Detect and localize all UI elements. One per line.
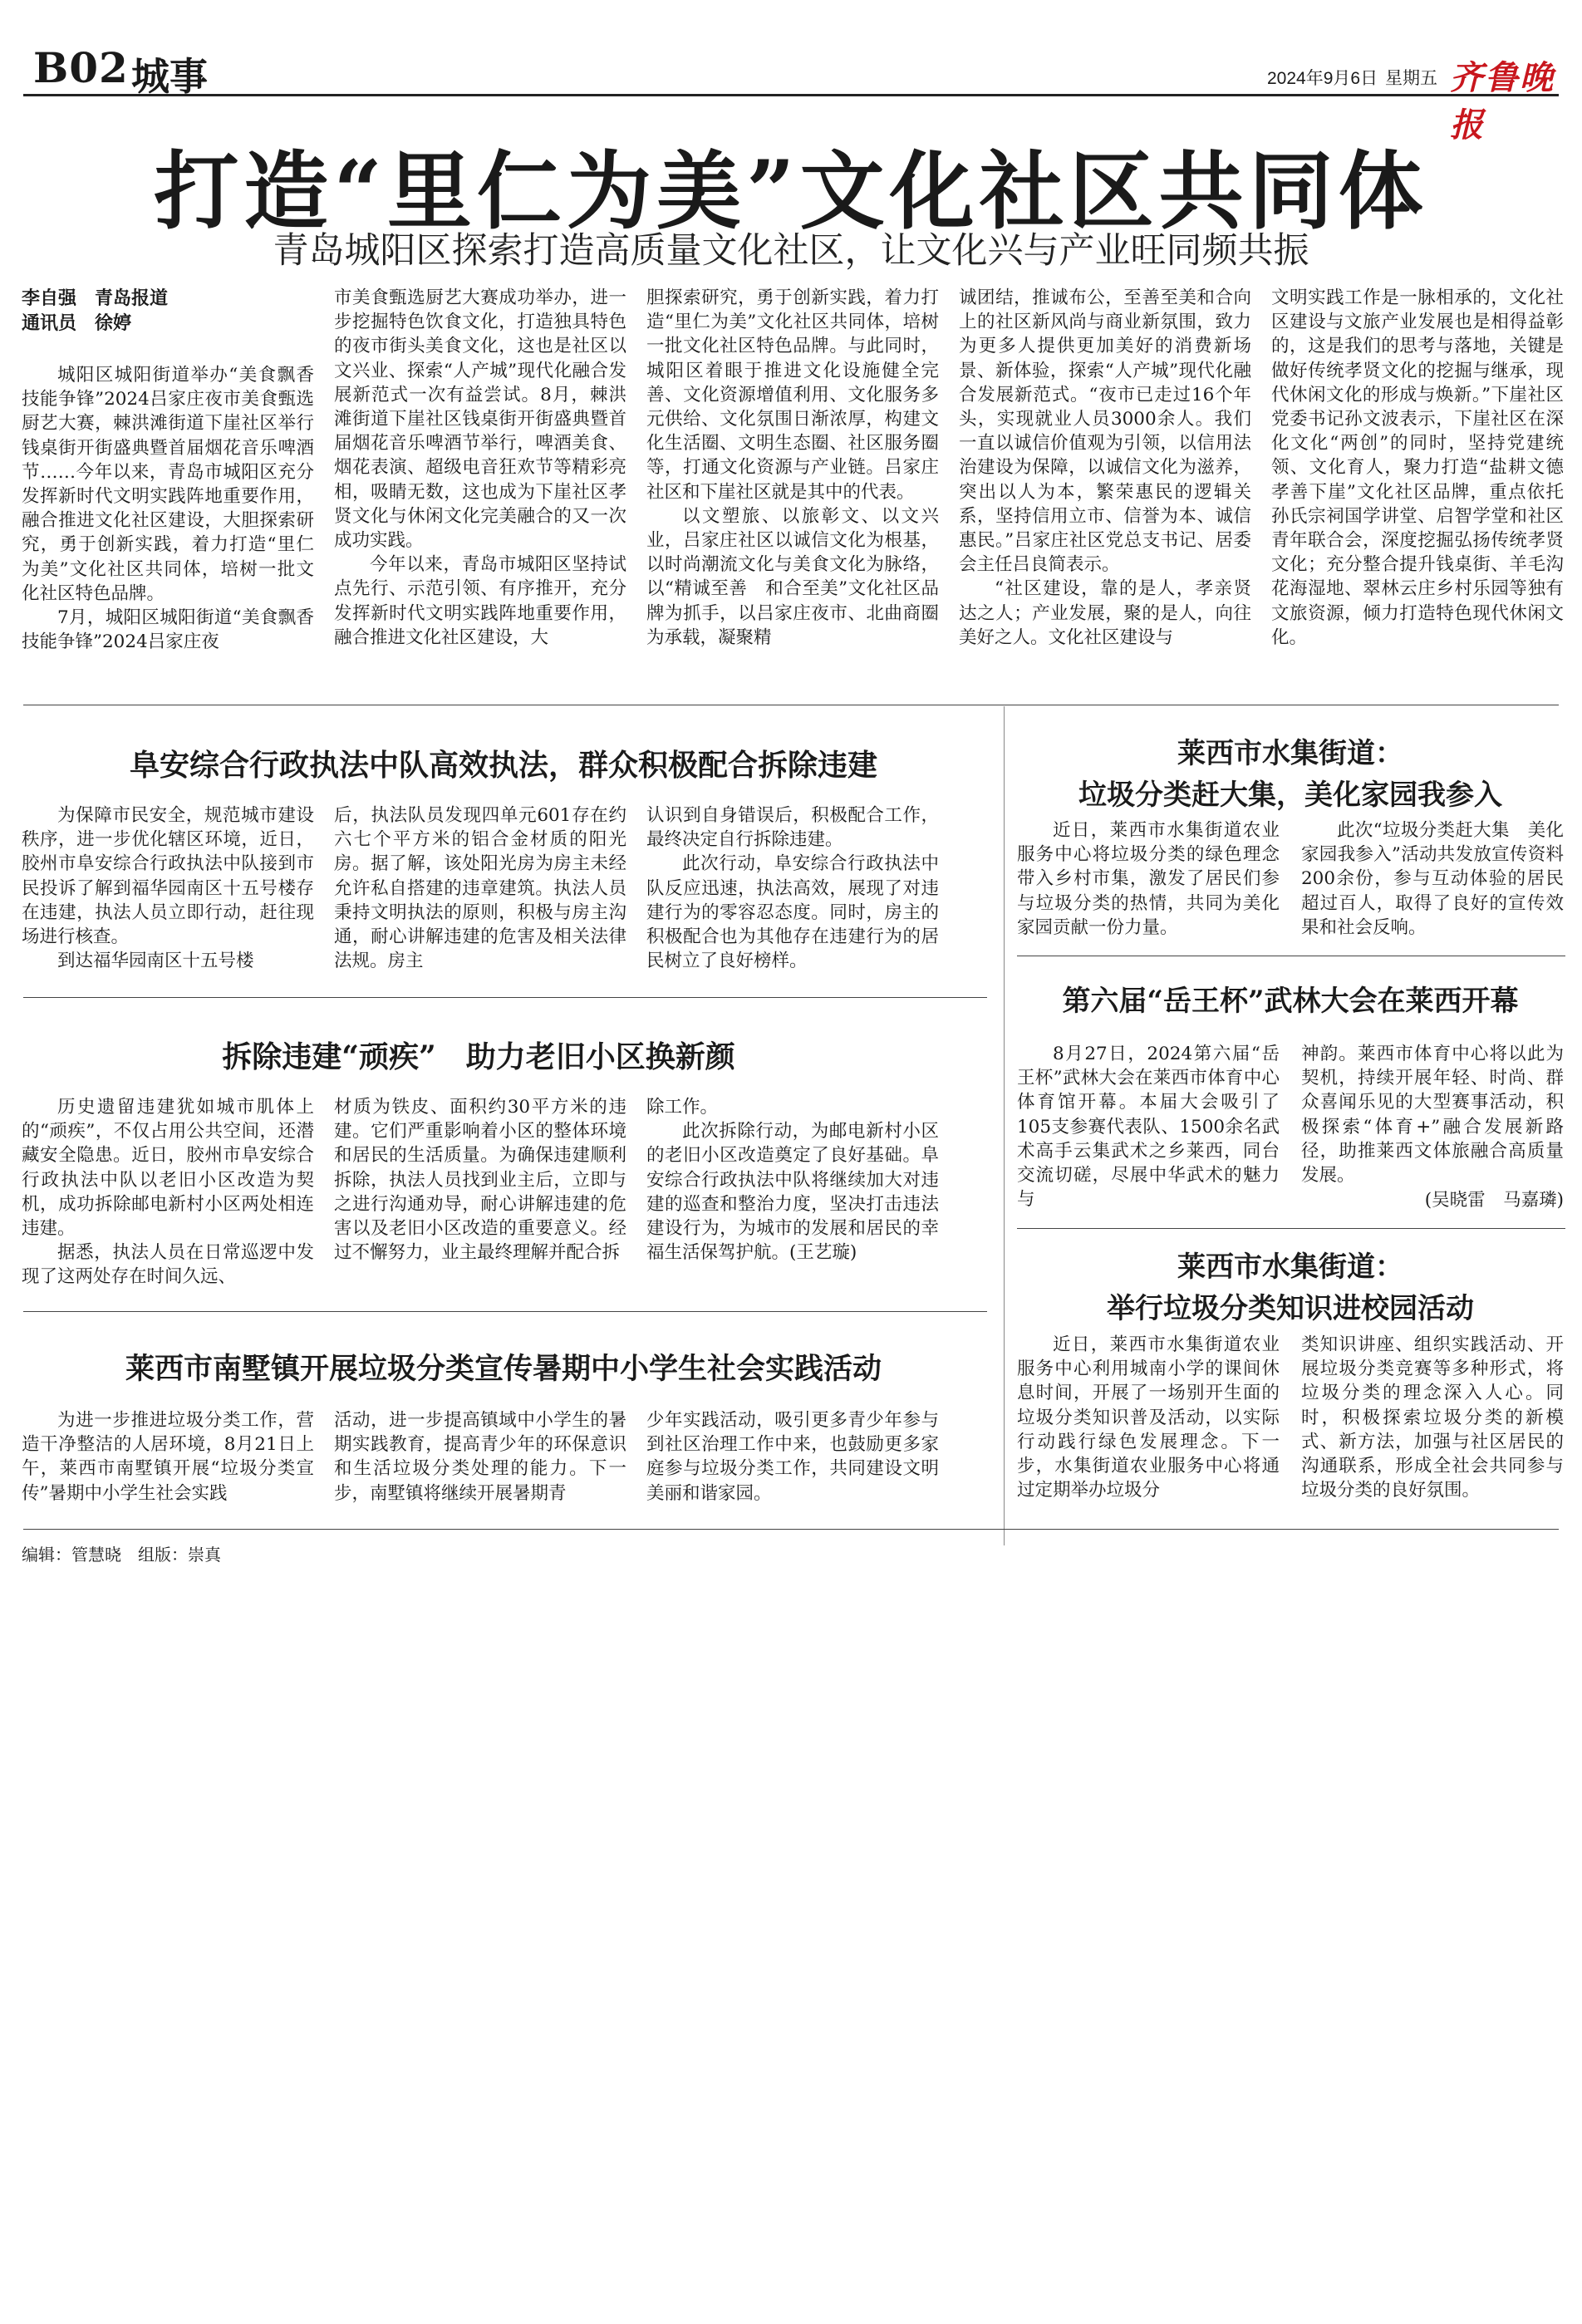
article-column [646,1095,939,1299]
paragraph: 此次“垃圾分类赶大集 美化家园我参入”活动共发放宣传资料200余份，参与互动体验的居民超过百人，取得了良好的宣传效果和社会反响。 [1301,820,1564,938]
article-column [1017,1042,1280,1216]
lead-column-5 [1271,286,1582,691]
lead-column-1 [22,363,332,691]
article-column [22,1408,314,1512]
header-rule [23,94,1559,96]
paragraph: “社区建设，靠的是人，孝亲贤达之人；产业发展，聚的是人，向往美好之人。文化社区建设与 [959,578,1251,648]
article-column [1017,818,1280,943]
paragraph: 此次拆除行动，为邮电新村小区的老旧小区改造奠定了良好基础。阜安综合行政执法中队将继续加大对违建的巡查和整治力度，坚决打击违法建设行为，为城市的发展和居民的幸福生活保驾护航。(王艺璇) [646,1121,939,1264]
byline-reporter: 李自强 青岛报道 [22,287,169,309]
article-column [1301,818,1564,943]
article-column [334,1095,626,1299]
article-column [1301,1042,1564,1191]
paragraph: 诚团结，推诚布公，至善至美和合向上的社区新风尚与商业新氛围，致力为更多人提供更加美好的消费新场景、新体验，探索“人产城”现代化融合发展新范式。“夜市已走过16个年头，实现就业人员3000余人。我们一直以诚信价值观为引领，以信用法治建设为保障，以诚信文化为滋养，突出以人为本，繁荣惠民的逻辑关系，坚持信用立市、信誉为本、诚信惠民。”吕家庄社区党总支书记、居委会主任吕良简表示。 [959,287,1251,576]
article-column [1301,1333,1564,1511]
editor-credits: 编辑：管慧晓 组版：崇真 [22,1546,221,1565]
lead-byline [22,286,314,336]
paragraph: 胆探索研究，勇于创新实践，着力打造“里仁为美”文化社区共同体，培树一批文化社区特色品牌。与此同时，城阳区着眼于推进文化设施健全完善、文化资源增值利用、文化服务多元供给、文化氛围日渐浓厚，构建文化生活圈、文明生态圈、社区服务圈等，打通文化资源与产业链。吕家庄社区和下崖社区就是其中的代表。 [646,287,939,503]
paragraph: 材质为铁皮、面积约30平方米的违建。它们严重影响着小区的整体环境和居民的生活质量。为确保违建顺利拆除，执法人员找到业主后，立即与之进行沟通劝导，耐心讲解违建的危害以及老旧小区改造的重要意义。经过不懈努力，业主最终理解并配合拆 [334,1097,626,1264]
weekday: 星期五 [1385,69,1437,88]
headline-line: 垃圾分类赶大集，美化家园我参入 [1078,779,1502,812]
paragraph: 认识到自身错误后，积极配合工作，最终决定自行拆除违建。 [646,805,939,851]
paragraph: 文明实践工作是一脉相承的，文化社区建设与文旅产业发展也是相得益彰的，这是我们的思考与落地，关键是做好传统孝贤文化的挖掘与继承，现代休闲文化的形成与焕新。”下崖社区党委书记孙文波表示，下崖社区在深化文化“两创”的同时，坚持党建统领、文化育人，聚力打造“盐耕文德 孝善下崖”文化社区品牌，重点依托孙氏宗祠国学讲堂、启智学堂和社区青年联合会，深度挖掘弘扬传统孝贤文化；充分整合提升钱桌街、羊毛沟花海湿地、翠林云庄乡村乐园等独有文旅资源，倾力打造特色现代休闲文化。 [1271,287,1582,648]
article-column [1017,1333,1280,1511]
paragraph: 为进一步推进垃圾分类工作，营造干净整洁的人居环境，8月21日上午，莱西市南墅镇开展“垃圾分类宣传”暑期中小学生社会实践 [22,1410,314,1504]
article-column [646,1408,939,1512]
article-headline: 拆除违建“顽疾” 助力老旧小区换新颜 [222,1039,735,1074]
paragraph: 今年以来，青岛市城阳区坚持试点先行、示范引领、有序推开，充分发挥新时代文明实践阵地重要作用，融合推进文化社区建设，大 [334,554,626,648]
page-code: B02 [33,43,129,92]
article-headline: 莱西市南墅镇开展垃圾分类宣传暑期中小学生社会实践活动 [125,1352,882,1386]
section-name: 城事 [131,54,208,99]
article-column [334,1408,626,1512]
paragraph: 此次行动，阜安综合行政执法中队反应迅速，执法高效，展现了对违建行为的零容忍态度。同时，房主的积极配合也为其他存在违建行为的居民树立了良好榜样。 [646,853,939,972]
paragraph: 除工作。 [646,1097,719,1118]
paragraph: 历史遗留违建犹如城市肌体上的“顽疾”，不仅占用公共空间，还潜藏安全隐患。近日，胶州市阜安综合行政执法中队以老旧小区改造为契机，成功拆除邮电新村小区两处相连违建。 [22,1097,314,1240]
paragraph: 少年实践活动，吸引更多青少年参与到社区治理工作中来，也鼓励更多家庭参与垃圾分类工作，共同建设文明美丽和谐家园。 [646,1410,939,1504]
headline-line: 莱西市水集街道： [1177,737,1403,770]
divider [1017,1228,1565,1229]
paragraph: 城阳区城阳街道举办“美食飘香 技能争锋”2024吕家庄夜市美食甄选厨艺大赛，棘洪滩街道下崖社区举行钱桌街开街盛典暨首届烟花音乐啤酒节……今年以来，青岛市城阳区充分发挥新时代文明实践阵地重要作用，融合推进文化社区建设，大胆探索研究，勇于创新实践，着力打造“里仁为美”文化社区共同体，培树一批文化社区特色品牌。 [22,365,332,604]
paragraph: 后，执法队员发现四单元601存在约六七个平方米的铝合金材质的阳光房。据了解，该处阳光房为房主未经允许私自搭建的违章建筑。执法人员秉持文明执法的原则，积极与房主沟通，耐心讲解违建的危害及相关法律法规。房主 [334,805,626,972]
headline-line: 莱西市水集街道： [1177,1250,1403,1284]
issue-date: 2024年9月6日 [1267,69,1378,88]
article-headline [1014,1246,1567,1329]
paragraph: 据悉，执法人员在日常巡逻中发现了这两处存在时间久远、 [22,1242,314,1288]
headline-line: 举行垃圾分类知识进校园活动 [1107,1292,1474,1325]
article-signature: (吴晓雷 马嘉璘) [1424,1190,1564,1211]
paragraph: 7月，城阳区城阳街道“美食飘香 技能争锋”2024吕家庄夜 [22,607,332,653]
article-headline [1014,733,1567,816]
paragraph: 为保障市民安全，规范城市建设秩序，进一步优化辖区环境，近日，胶州市阜安综合行政执法中队接到市民投诉了解到福华园南区十五号楼存在违建，执法人员立即行动，赶往现场进行核查。 [22,805,314,948]
footer-rule [23,1529,1559,1530]
article-column [646,803,939,982]
paragraph: 以文塑旅、以旅彰文、以文兴业，吕家庄社区以诚信文化为根基，以时尚潮流文化与美食文化为脉络，以“精诚至善 和合至美”文化社区品牌为抓手，以吕家庄夜市、北曲商圈为承载，凝聚精 [646,505,939,648]
paragraph: 类知识讲座、组织实践活动、开展垃圾分类竞赛等多种形式，将垃圾分类的理念深入人心。同时，积极探索垃圾分类的新模式、新方法，加强与社区居民的沟通联系，形成全社会共同参与垃圾分类的良好氛围。 [1301,1334,1564,1501]
lead-column-2 [334,286,626,691]
lead-column-4 [959,286,1251,691]
paragraph: 神韵。莱西市体育中心将以此为契机，持续开展年轻、时尚、群众喜闻乐见的大型赛事活动，积极探索“体育+”融合发展新路径，助推莱西文体旅融合高质量发展。 [1301,1044,1564,1187]
lead-column-3 [646,286,939,691]
paragraph: 市美食甄选厨艺大赛成功举办，进一步挖掘特色饮食文化，打造独具特色的夜市街头美食文化，这也是社区以文兴业、探索“人产城”现代化融合发展新范式一次有益尝试。8月，棘洪滩街道下崖社区钱桌街开街盛典暨首届烟花音乐啤酒节举行，啤酒美食、烟花表演、超级电音狂欢节等精彩亮相，吸睛无数，这也成为下崖社区孝贤文化与休闲文化完美融合的又一次成功实践。 [334,287,626,552]
article-headline: 第六届“岳王杯”武林大会在莱西开幕 [1062,985,1519,1018]
paragraph: 8月27日，2024第六届“岳王杯”武林大会在莱西市体育中心体育馆开幕。本届大会吸引了105支参赛代表队、1500余名武术高手云集武术之乡莱西，同台交流切磋，尽展中华武术的魅力与 [1017,1044,1280,1211]
column-divider [1004,706,1005,1545]
article-column [22,803,314,982]
article-column [334,803,626,982]
paragraph: 到达福华园南区十五号楼 [57,951,254,972]
paragraph: 活动，进一步提高镇域中小学生的暑期实践教育，提高青少年的环保意识和生活垃圾分类处理的能力。下一步，南墅镇将继续开展暑期青 [334,1410,626,1504]
article-headline: 阜安综合行政执法中队高效执法，群众积极配合拆除违建 [129,748,877,783]
divider [23,1311,987,1312]
paragraph: 近日，莱西市水集街道农业服务中心将垃圾分类的绿色理念带入乡村市集，激发了居民们参与垃圾分类的热情，共同为美化家园贡献一份力量。 [1017,820,1280,938]
lead-subheadline: 青岛城阳区探索打造高质量文化社区，让文化兴与产业旺同频共振 [273,230,1309,272]
article-column [22,1095,314,1299]
byline-correspondent: 通讯员 徐婷 [22,312,132,334]
lead-headline: 打造“里仁为美”文化社区共同体 [154,142,1428,242]
paragraph: 近日，莱西市水集街道农业服务中心利用城南小学的课间休息时间，开展了一场别开生面的垃圾分类知识普及活动，以实际行动践行绿色发展理念。下一步，水集街道农业服务中心将通过定期举办垃圾分 [1017,1334,1280,1501]
divider [23,997,987,998]
newspaper-logo: 齐鲁晚报 [1450,58,1555,145]
